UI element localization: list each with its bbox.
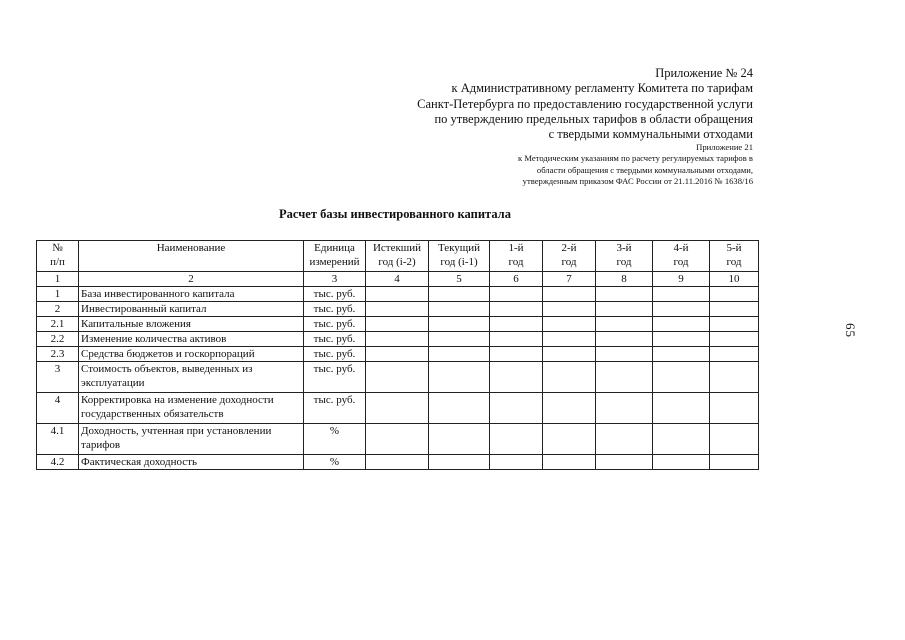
value-cell bbox=[543, 302, 596, 317]
value-cell bbox=[710, 347, 759, 362]
row-name: Капитальные вложения bbox=[79, 317, 304, 332]
document-title: Расчет базы инвестированного капитала bbox=[279, 207, 511, 221]
value-cell bbox=[366, 347, 429, 362]
value-cell bbox=[653, 317, 710, 332]
value-cell bbox=[429, 317, 490, 332]
column-header bbox=[79, 241, 304, 272]
value-cell bbox=[710, 393, 759, 424]
header-line: Санкт-Петербурга по предоставлению государственной услуги bbox=[417, 96, 753, 111]
value-cell bbox=[653, 362, 710, 393]
column-header-line: 2-й bbox=[561, 242, 577, 254]
value-cell bbox=[653, 393, 710, 424]
row-number: 4.1 bbox=[37, 424, 79, 455]
row-number: 4 bbox=[37, 393, 79, 424]
header-line: Приложение № 24 bbox=[655, 66, 753, 80]
value-cell bbox=[596, 302, 653, 317]
value-cell bbox=[429, 455, 490, 470]
value-cell bbox=[596, 332, 653, 347]
row-name: Доходность, учтенная при установлении тарифов bbox=[79, 424, 304, 455]
row-number: 2.3 bbox=[37, 347, 79, 362]
value-cell bbox=[653, 424, 710, 455]
value-cell bbox=[710, 317, 759, 332]
row-number: 4.2 bbox=[37, 455, 79, 470]
column-header bbox=[710, 241, 759, 272]
column-header bbox=[653, 241, 710, 272]
row-unit: тыс. руб. bbox=[304, 393, 366, 424]
column-header-line: 3-й bbox=[616, 242, 632, 254]
column-number: 2 bbox=[79, 272, 304, 287]
value-cell bbox=[429, 302, 490, 317]
value-cell bbox=[429, 347, 490, 362]
column-header bbox=[429, 241, 490, 272]
value-cell bbox=[596, 424, 653, 455]
column-header-line: год bbox=[673, 256, 689, 268]
column-number: 1 bbox=[37, 272, 79, 287]
row-unit: тыс. руб. bbox=[304, 332, 366, 347]
appendix-21-header bbox=[333, 142, 753, 187]
column-header-line: год bbox=[616, 256, 632, 268]
value-cell bbox=[366, 302, 429, 317]
row-unit: тыс. руб. bbox=[304, 287, 366, 302]
value-cell bbox=[596, 317, 653, 332]
header-line: с твердыми коммунальными отходами bbox=[548, 127, 753, 142]
value-cell bbox=[543, 424, 596, 455]
value-cell bbox=[653, 302, 710, 317]
column-number: 6 bbox=[490, 272, 543, 287]
value-cell bbox=[710, 424, 759, 455]
column-number-row bbox=[37, 272, 759, 287]
value-cell bbox=[429, 362, 490, 393]
header-line: Приложение 21 bbox=[696, 142, 753, 152]
table-row bbox=[37, 347, 759, 362]
row-name: База инвестированного капитала bbox=[79, 287, 304, 302]
value-cell bbox=[543, 347, 596, 362]
value-cell bbox=[596, 347, 653, 362]
value-cell bbox=[429, 332, 490, 347]
row-unit: тыс. руб. bbox=[304, 347, 366, 362]
column-header-line: 1-й bbox=[508, 242, 524, 254]
value-cell bbox=[596, 393, 653, 424]
value-cell bbox=[366, 332, 429, 347]
value-cell bbox=[543, 362, 596, 393]
table-header-row bbox=[37, 241, 759, 272]
value-cell bbox=[710, 302, 759, 317]
value-cell bbox=[366, 362, 429, 393]
value-cell bbox=[366, 317, 429, 332]
column-header-line: № bbox=[52, 242, 63, 254]
value-cell bbox=[596, 287, 653, 302]
row-number: 1 bbox=[37, 287, 79, 302]
value-cell bbox=[429, 393, 490, 424]
column-header bbox=[304, 241, 366, 272]
row-unit: тыс. руб. bbox=[304, 317, 366, 332]
column-number: 5 bbox=[429, 272, 490, 287]
row-number: 2.1 bbox=[37, 317, 79, 332]
column-header-line: измерений bbox=[309, 256, 360, 268]
value-cell bbox=[366, 393, 429, 424]
row-name: Стоимость объектов, выведенных из эксплуатации bbox=[79, 362, 304, 393]
column-header-line: 5-й bbox=[726, 242, 742, 254]
column-number: 9 bbox=[653, 272, 710, 287]
column-header-line: Текущий bbox=[437, 242, 481, 254]
table-row bbox=[37, 332, 759, 347]
value-cell bbox=[710, 455, 759, 470]
header-line: к Методическим указаниям по расчету регулируемых тарифов в bbox=[518, 153, 753, 164]
row-name: Инвестированный капитал bbox=[79, 302, 304, 317]
header-line: к Административному регламенту Комитета по тарифам bbox=[451, 81, 753, 96]
column-number: 7 bbox=[543, 272, 596, 287]
row-name: Корректировка на изменение доходности государственных обязательств bbox=[79, 393, 304, 424]
value-cell bbox=[710, 362, 759, 393]
value-cell bbox=[543, 332, 596, 347]
table-row bbox=[37, 302, 759, 317]
row-number: 2.2 bbox=[37, 332, 79, 347]
column-header-line: Единица bbox=[314, 242, 355, 254]
value-cell bbox=[710, 332, 759, 347]
row-unit: тыс. руб. bbox=[304, 362, 366, 393]
column-header-line: Наименование bbox=[156, 242, 226, 254]
value-cell bbox=[490, 455, 543, 470]
value-cell bbox=[543, 393, 596, 424]
column-number: 8 bbox=[596, 272, 653, 287]
row-name: Средства бюджетов и госкорпораций bbox=[79, 347, 304, 362]
value-cell bbox=[490, 393, 543, 424]
column-header-line: год (i-1) bbox=[440, 256, 478, 268]
header-line: утвержденным приказом ФАС России от 21.11.2016 № 1638/16 bbox=[522, 175, 753, 186]
table-row bbox=[37, 455, 759, 470]
value-cell bbox=[596, 455, 653, 470]
column-header bbox=[366, 241, 429, 272]
table-row bbox=[37, 287, 759, 302]
column-header-line: Истекший bbox=[372, 242, 422, 254]
value-cell bbox=[543, 317, 596, 332]
header-line: области обращения с твердыми коммунальными отходами, bbox=[536, 164, 753, 175]
row-unit: тыс. руб. bbox=[304, 302, 366, 317]
row-number: 2 bbox=[37, 302, 79, 317]
value-cell bbox=[490, 362, 543, 393]
column-number: 3 bbox=[304, 272, 366, 287]
row-unit: % bbox=[304, 424, 366, 455]
value-cell bbox=[653, 347, 710, 362]
table-row bbox=[37, 317, 759, 332]
value-cell bbox=[653, 287, 710, 302]
value-cell bbox=[490, 302, 543, 317]
column-number: 10 bbox=[710, 272, 759, 287]
table-row bbox=[37, 362, 759, 393]
value-cell bbox=[543, 287, 596, 302]
value-cell bbox=[366, 287, 429, 302]
column-header bbox=[37, 241, 79, 272]
column-header-line: 4-й bbox=[673, 242, 689, 254]
column-header bbox=[596, 241, 653, 272]
appendix-24-header bbox=[333, 66, 753, 142]
column-header-line: п/п bbox=[50, 256, 65, 268]
value-cell bbox=[490, 347, 543, 362]
investment-capital-table bbox=[36, 240, 759, 470]
row-name: Изменение количества активов bbox=[79, 332, 304, 347]
row-name: Фактическая доходность bbox=[79, 455, 304, 470]
value-cell bbox=[710, 287, 759, 302]
value-cell bbox=[490, 287, 543, 302]
column-header-line: год bbox=[561, 256, 577, 268]
column-number: 4 bbox=[366, 272, 429, 287]
page-number: 65 bbox=[843, 323, 858, 338]
column-header-line: год (i-2) bbox=[378, 256, 416, 268]
value-cell bbox=[543, 455, 596, 470]
value-cell bbox=[653, 332, 710, 347]
column-header bbox=[490, 241, 543, 272]
row-number: 3 bbox=[37, 362, 79, 393]
value-cell bbox=[490, 332, 543, 347]
value-cell bbox=[366, 424, 429, 455]
value-cell bbox=[596, 362, 653, 393]
value-cell bbox=[653, 455, 710, 470]
table-row bbox=[37, 393, 759, 424]
row-unit: % bbox=[304, 455, 366, 470]
value-cell bbox=[366, 455, 429, 470]
value-cell bbox=[490, 424, 543, 455]
value-cell bbox=[429, 424, 490, 455]
column-header-line: год bbox=[726, 256, 742, 268]
value-cell bbox=[490, 317, 543, 332]
header-line: по утверждению предельных тарифов в области обращения bbox=[434, 111, 753, 126]
column-header bbox=[543, 241, 596, 272]
column-header-line: год bbox=[508, 256, 524, 268]
value-cell bbox=[429, 287, 490, 302]
table-row bbox=[37, 424, 759, 455]
